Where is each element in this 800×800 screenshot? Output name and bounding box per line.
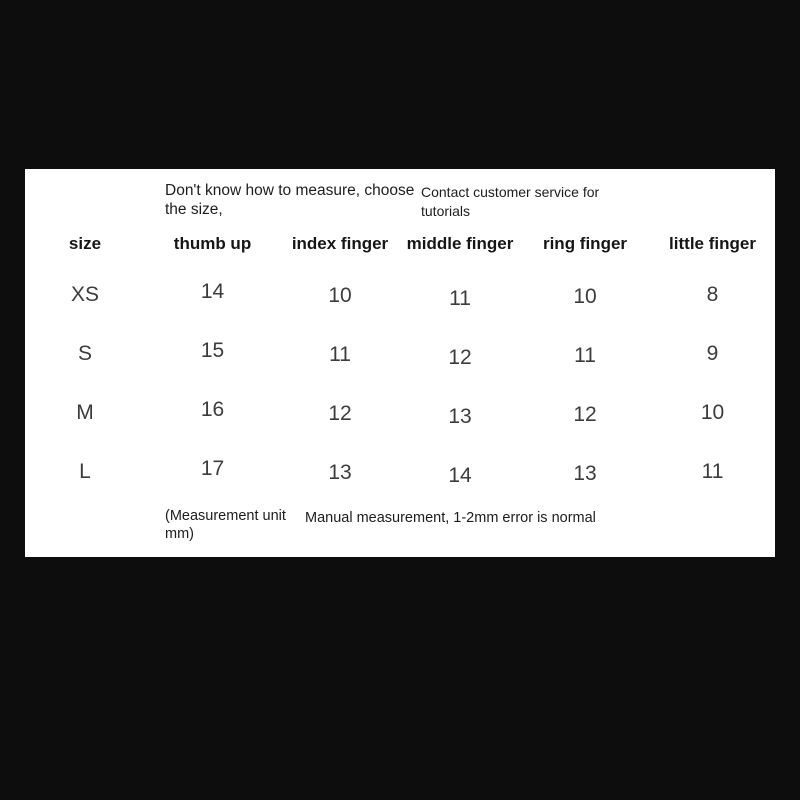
cell-size: M — [76, 400, 94, 424]
cell-ring — [520, 383, 650, 442]
cell-middle-value: 14 — [448, 463, 472, 487]
cell-thumb-value: 16 — [200, 397, 225, 421]
cell-middle-value: 11 — [449, 286, 471, 310]
customer-service-hint-text: Contact customer service for tutorials — [421, 184, 600, 219]
cell-middle-value: 12 — [448, 345, 472, 369]
cell-size: XS — [70, 282, 99, 306]
cell-middle — [400, 442, 520, 501]
column-header-little-finger: little finger — [669, 233, 756, 253]
table-body — [25, 265, 775, 501]
cell-size: S — [77, 341, 92, 365]
cell-index-value: 12 — [328, 401, 352, 425]
cell-index-value: 13 — [328, 460, 352, 484]
cell-middle-value: 13 — [448, 404, 472, 428]
column-header-middle-finger: middle finger — [406, 233, 514, 253]
cell-index — [280, 265, 400, 324]
cell-ring-value: 12 — [573, 402, 597, 426]
cell-ring — [520, 265, 650, 324]
cell-ring — [520, 442, 650, 501]
cell-little — [650, 265, 775, 324]
cell-little-value: 10 — [700, 400, 725, 424]
table-row — [25, 265, 775, 324]
cell-thumb-value: 15 — [200, 338, 225, 362]
table-header-row — [25, 221, 775, 265]
cell-little-value: 9 — [706, 341, 719, 365]
chart-notes-row — [25, 169, 775, 229]
measure-hint-text: Don't know how to measure, choose the size, — [165, 182, 415, 218]
cell-index — [280, 324, 400, 383]
table-row — [25, 324, 775, 383]
cell-thumb — [145, 442, 280, 501]
table-row — [25, 442, 775, 501]
cell-little-value: 8 — [706, 282, 719, 306]
size-chart-table — [25, 221, 775, 501]
size-chart-card — [25, 169, 775, 557]
table-header — [25, 221, 775, 265]
column-header-ring-finger: ring finger — [542, 233, 628, 253]
cell-thumb — [145, 265, 280, 324]
measurement-unit-note: (Measurement unit mm) — [165, 508, 286, 542]
cell-middle — [400, 383, 520, 442]
cell-ring-value: 11 — [574, 343, 596, 367]
cell-index-value: 11 — [329, 342, 351, 366]
column-header-index-finger: index finger — [291, 233, 389, 253]
cell-index-value: 10 — [328, 283, 352, 307]
cell-thumb-value: 17 — [200, 456, 225, 480]
cell-ring — [520, 324, 650, 383]
cell-size: L — [79, 459, 91, 483]
column-header-size: size — [68, 233, 102, 253]
cell-little — [650, 442, 775, 501]
column-header-thumb: thumb up — [173, 233, 252, 253]
cell-middle — [400, 324, 520, 383]
cell-little — [650, 324, 775, 383]
manual-measurement-note: Manual measurement, 1-2mm error is normal — [305, 510, 596, 526]
cell-index — [280, 383, 400, 442]
cell-thumb — [145, 324, 280, 383]
cell-ring-value: 10 — [573, 284, 597, 308]
cell-middle — [400, 265, 520, 324]
cell-thumb-value: 14 — [200, 279, 225, 303]
cell-little-value: 11 — [701, 459, 724, 483]
cell-index — [280, 442, 400, 501]
cell-little — [650, 383, 775, 442]
cell-thumb — [145, 383, 280, 442]
cell-ring-value: 13 — [573, 461, 597, 485]
table-row — [25, 383, 775, 442]
